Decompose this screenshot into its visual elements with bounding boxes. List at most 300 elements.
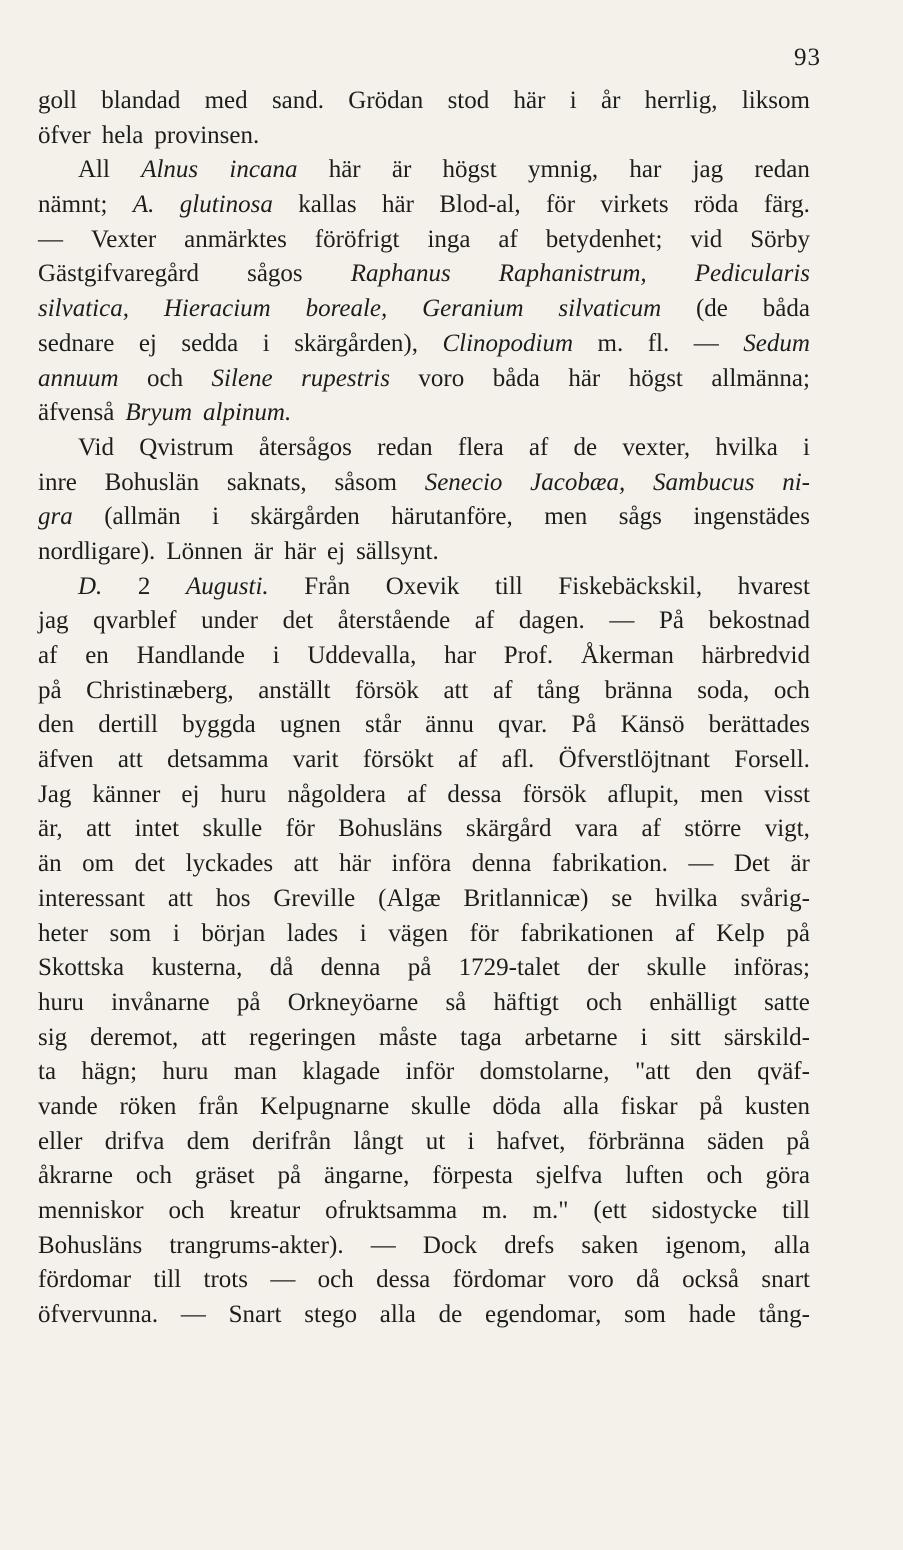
word: bränna (604, 676, 673, 704)
word: deremot, (90, 1023, 179, 1051)
word: svårig- (740, 884, 810, 912)
word: det (282, 607, 314, 635)
word: för (285, 815, 315, 843)
word: försök (522, 780, 587, 808)
word: att (167, 884, 193, 912)
word: högst (628, 364, 683, 392)
word: vägen (388, 919, 448, 947)
word: hela (101, 121, 144, 149)
word: derifrån (252, 1127, 332, 1155)
word: sand. (271, 87, 325, 114)
word: gräset (194, 1162, 255, 1190)
word: år (600, 87, 621, 114)
word: Öfverstlöjtnant (558, 746, 710, 774)
word: Forsell. (734, 746, 810, 774)
word: Bohusläns (38, 1231, 143, 1259)
word: aflupit, (607, 780, 680, 808)
page-number: 93 (794, 44, 821, 71)
word: nämnt; (38, 191, 108, 219)
word: här (382, 191, 414, 219)
word: som (109, 919, 152, 947)
word: dertill (98, 711, 158, 739)
word: Sambucus (653, 468, 755, 496)
word: i (262, 329, 270, 357)
word: fl. (647, 329, 670, 357)
word: Christinæberg, (86, 676, 234, 704)
word: annuum (38, 364, 119, 392)
text-line (38, 257, 810, 292)
word: Lönnen (166, 537, 243, 565)
word: förbränna (587, 1127, 685, 1155)
word: införas; (733, 954, 810, 982)
word: glutinosa (179, 191, 273, 219)
word: och (147, 364, 184, 392)
word: fabrikationen (520, 919, 654, 947)
word: till (494, 572, 523, 600)
word: taga (460, 1023, 502, 1051)
word: för (545, 191, 576, 219)
word: 1729-talet (458, 954, 560, 982)
word: redan (377, 433, 433, 461)
word: vara (574, 815, 618, 843)
word: huru (162, 1058, 209, 1086)
word: menniskor (38, 1197, 144, 1224)
word: om (82, 850, 115, 878)
word: högst (442, 156, 497, 184)
text-line (38, 1194, 810, 1229)
word: tång (536, 676, 581, 704)
word: hvilka (655, 884, 718, 912)
word: A. (132, 191, 155, 219)
word: de (573, 433, 598, 461)
word: enhälligt (649, 988, 737, 1016)
word: införa (391, 850, 452, 878)
word: af (498, 225, 518, 253)
word: Qvistrum (139, 433, 234, 461)
word: är (391, 156, 412, 184)
word: ymnig, (527, 156, 599, 184)
word: eller (38, 1127, 83, 1155)
text-line (38, 639, 810, 674)
text-line (38, 847, 810, 882)
word: af (493, 676, 513, 704)
word: sågos (247, 260, 303, 288)
word: Orkneyöarne (287, 988, 419, 1016)
word: der (587, 954, 620, 982)
text-line (38, 986, 810, 1021)
word: Senecio (424, 468, 503, 496)
word: då (269, 954, 294, 982)
word: af (528, 433, 549, 461)
word: Jag (38, 780, 72, 808)
word: med (204, 87, 248, 114)
word: D. (78, 572, 103, 600)
word: — (688, 850, 714, 878)
text-line (38, 1263, 810, 1298)
word: hos (215, 884, 251, 912)
word: är (790, 850, 810, 878)
word: provinsen. (154, 121, 260, 149)
word: betydenhet; (545, 225, 663, 253)
word: äfven (38, 746, 94, 774)
word: skärgård (465, 815, 552, 843)
word: föröfrigt (314, 225, 400, 253)
word: af (474, 607, 495, 635)
word: såsom (334, 468, 397, 496)
word: Vid (78, 433, 114, 461)
word: byggda (182, 711, 256, 739)
word: m." (532, 1197, 569, 1224)
word: Greville (273, 884, 356, 912)
word: på (236, 988, 261, 1016)
word: trots (203, 1266, 248, 1294)
word: det (134, 850, 166, 878)
word: fiskar (620, 1092, 678, 1120)
word: Bryum (125, 399, 192, 427)
word: ofruktsamma (325, 1197, 458, 1224)
word: — (270, 1266, 296, 1294)
word: den (695, 1058, 732, 1086)
text-line (38, 1125, 810, 1160)
word: att (201, 1023, 227, 1051)
text-line (38, 1229, 810, 1264)
word: röda (694, 191, 739, 219)
body-text (38, 84, 810, 1333)
word: skulle (411, 1092, 471, 1120)
word: båda (492, 364, 540, 392)
word: Bohuslän (104, 468, 200, 496)
word: — (609, 607, 635, 635)
word: — (38, 225, 63, 253)
word: hade (688, 1301, 736, 1329)
word: i (359, 919, 367, 947)
word: ut (425, 1127, 446, 1155)
word: Känsö (620, 711, 685, 739)
word: men (544, 503, 588, 531)
word: nordligare). (38, 537, 156, 565)
word: af (457, 746, 478, 774)
word: alla (562, 1092, 599, 1120)
word: voro (567, 1266, 614, 1294)
text-line (38, 570, 810, 605)
text-line (38, 153, 810, 188)
word: skulle (202, 815, 263, 843)
text-line (38, 500, 810, 535)
word: ej (327, 537, 346, 565)
text-line (38, 362, 810, 397)
word: sällsynt. (356, 537, 439, 565)
word: redan (754, 156, 810, 184)
word: ängarne, (324, 1162, 410, 1190)
text-line (38, 1090, 810, 1125)
word: hägn; (81, 1058, 138, 1086)
word: anmärktes (184, 225, 287, 253)
text-line (38, 917, 810, 952)
word: i (172, 919, 180, 947)
text-line (38, 396, 810, 431)
word: dessa (447, 780, 502, 808)
word: denna (320, 954, 381, 982)
word: soda, (697, 676, 750, 704)
word: tång- (758, 1301, 810, 1329)
word: Bohusläns (338, 815, 443, 843)
word: Det (733, 850, 770, 878)
word: Clinopodium (442, 329, 574, 357)
text-line (38, 535, 810, 570)
word: varit (292, 746, 339, 774)
word: dem (186, 1127, 230, 1155)
word: drifva (104, 1127, 165, 1155)
word: boreale, (305, 295, 388, 323)
word: m. (597, 329, 624, 357)
word: här (339, 850, 371, 878)
text-line (38, 674, 810, 709)
word: ta (38, 1058, 57, 1086)
word: Augusti. (186, 572, 269, 600)
word: fördomar (38, 1266, 132, 1294)
word: detsamma (167, 746, 269, 774)
word: på (277, 1162, 302, 1190)
text-line (38, 1298, 810, 1333)
word: och (135, 1162, 172, 1190)
word: Sedum (743, 329, 810, 357)
text-line (38, 1055, 810, 1090)
word: större (684, 815, 742, 843)
word: egendomar, (485, 1301, 602, 1329)
word: — (370, 1231, 396, 1259)
text-line (38, 778, 810, 813)
word: Prof. (503, 642, 554, 669)
word: drefs (504, 1231, 555, 1259)
word: här (513, 87, 546, 114)
word: i (212, 503, 220, 531)
word: Fiskebäckskil, (558, 572, 703, 600)
word: till (782, 1197, 810, 1224)
word: i (272, 642, 280, 669)
word: voro (418, 364, 465, 392)
word: vande (38, 1092, 98, 1120)
word: lyckades (185, 850, 274, 878)
word: ännu (425, 711, 474, 739)
word: snart (761, 1266, 810, 1294)
word: inga (427, 225, 471, 253)
word: igenom, (665, 1231, 747, 1259)
word: på (786, 919, 810, 947)
word: härbredvid (701, 642, 810, 669)
word: Britlannicæ) (463, 884, 589, 912)
word: förpesta (432, 1162, 513, 1190)
word: att (443, 676, 469, 704)
word: 2 (137, 572, 151, 600)
text-line (38, 223, 810, 258)
word: sidostycke (651, 1197, 758, 1224)
word: ugnen (279, 711, 341, 739)
text-line (38, 431, 810, 466)
word: interessant (38, 884, 145, 912)
word: afl. (501, 746, 535, 774)
word: sedda (181, 329, 239, 357)
word: saken (581, 1231, 639, 1259)
word: hafvet, (496, 1127, 566, 1155)
word: också (682, 1266, 740, 1294)
text-line (38, 951, 810, 986)
word: På (571, 711, 597, 739)
word: alpinum. (203, 399, 292, 427)
word: huru (220, 780, 267, 808)
word: står (365, 711, 402, 739)
word: att (117, 746, 143, 774)
word: klagade (302, 1058, 381, 1086)
word: satte (764, 988, 810, 1016)
word: — (693, 329, 719, 357)
word: färg. (763, 191, 810, 219)
word: sednare (38, 329, 115, 357)
word: Jacobæa, (530, 468, 626, 496)
word: härutanföre, (391, 503, 513, 531)
word: herrlig, (644, 87, 718, 114)
word: Dock (422, 1231, 478, 1259)
word: Silene (211, 364, 273, 392)
word: Kelp (716, 919, 765, 947)
word: berättades (708, 711, 810, 739)
word: af (406, 780, 427, 808)
word: känner (92, 780, 161, 808)
word: att (293, 850, 319, 878)
word: Grödan (348, 87, 424, 114)
word: döda (492, 1092, 542, 1120)
text-line (38, 882, 810, 917)
word: saknats, (226, 468, 307, 496)
word: bekostnad (708, 607, 810, 635)
word: öfvervunna. (38, 1301, 159, 1329)
word: Handlande (136, 642, 245, 669)
word: att (86, 815, 112, 843)
word: ej (181, 780, 200, 808)
word: försökt (362, 746, 434, 774)
word: alla (379, 1301, 416, 1329)
word: i (569, 87, 577, 114)
word: till (153, 1266, 182, 1294)
word: qväf- (757, 1058, 810, 1086)
word: den (38, 711, 75, 739)
word: ingenstädes (693, 503, 810, 531)
word: se (611, 884, 633, 912)
word: Alnus (141, 156, 199, 184)
word: någoldera (287, 780, 386, 808)
word: incana (229, 156, 298, 184)
text-line (38, 119, 810, 154)
word: i (803, 433, 810, 461)
word: heter (38, 919, 88, 947)
word: På (659, 607, 684, 635)
word: kallas (298, 191, 357, 219)
word: anställt (258, 676, 331, 704)
word: stod (447, 87, 490, 114)
word: i (640, 1023, 648, 1051)
word: virkets (600, 191, 669, 219)
word: skulle (646, 954, 707, 982)
word: "att (634, 1058, 671, 1086)
text-line (38, 743, 810, 778)
word: har (629, 156, 662, 184)
word: blandad (101, 87, 181, 114)
word: ej (138, 329, 157, 357)
word: Från (304, 572, 351, 600)
word: här (284, 537, 317, 565)
word: återsågos (258, 433, 352, 461)
word: af (641, 815, 661, 843)
word: men (700, 780, 744, 808)
word: Geranium (422, 295, 524, 323)
text-line (38, 708, 810, 743)
word: Uddevalla, (307, 642, 417, 669)
word: qvarblef (93, 607, 177, 635)
word: återstående (337, 607, 451, 635)
word: regeringen (249, 1023, 356, 1051)
word: (Algæ (378, 884, 441, 912)
word: Pedicularis (694, 260, 810, 288)
word: (allmän (104, 503, 181, 531)
word: röken (119, 1092, 177, 1120)
word: kusten (744, 1092, 810, 1120)
word: goll (38, 87, 77, 114)
word: flera (457, 433, 504, 461)
word: hvilka (715, 433, 778, 461)
word: början (201, 919, 266, 947)
word: rupestris (301, 364, 390, 392)
word: gra (38, 503, 73, 531)
word: Skottska (38, 954, 125, 982)
word: här (328, 156, 361, 184)
word: så (445, 988, 467, 1016)
word: af (675, 919, 695, 947)
word: Snart (228, 1301, 282, 1329)
word: på (699, 1092, 723, 1120)
word: Raphanus (350, 260, 451, 288)
word: (ett (593, 1197, 627, 1224)
word: och (168, 1197, 205, 1224)
word: fabrikation. (551, 850, 668, 878)
word: äfvenså (38, 399, 115, 427)
word: i (467, 1127, 475, 1155)
word: Oxevik (385, 572, 460, 600)
word: silvaticum (558, 295, 662, 323)
word: på (38, 676, 62, 704)
word: liksom (741, 87, 810, 114)
word: än (38, 850, 62, 878)
word: under (201, 607, 258, 635)
word: domstolarne, (479, 1058, 610, 1086)
word: Blod-al, (439, 191, 521, 219)
word: inför (405, 1058, 455, 1086)
word: för (469, 919, 499, 947)
word: intet (134, 815, 180, 843)
word: som (624, 1301, 666, 1329)
word: här (568, 364, 601, 392)
word: arbetarne (524, 1023, 618, 1051)
text-line (38, 466, 810, 501)
word: luften (625, 1162, 684, 1190)
word: och (586, 988, 623, 1016)
word: häftigt (493, 988, 559, 1016)
word: Sörby (750, 225, 810, 253)
word: qvar. (498, 711, 548, 739)
word: skärgården (250, 503, 360, 531)
word: och (773, 676, 810, 704)
text-line (38, 327, 810, 362)
word: på (786, 1127, 810, 1155)
word: (de (695, 295, 728, 323)
